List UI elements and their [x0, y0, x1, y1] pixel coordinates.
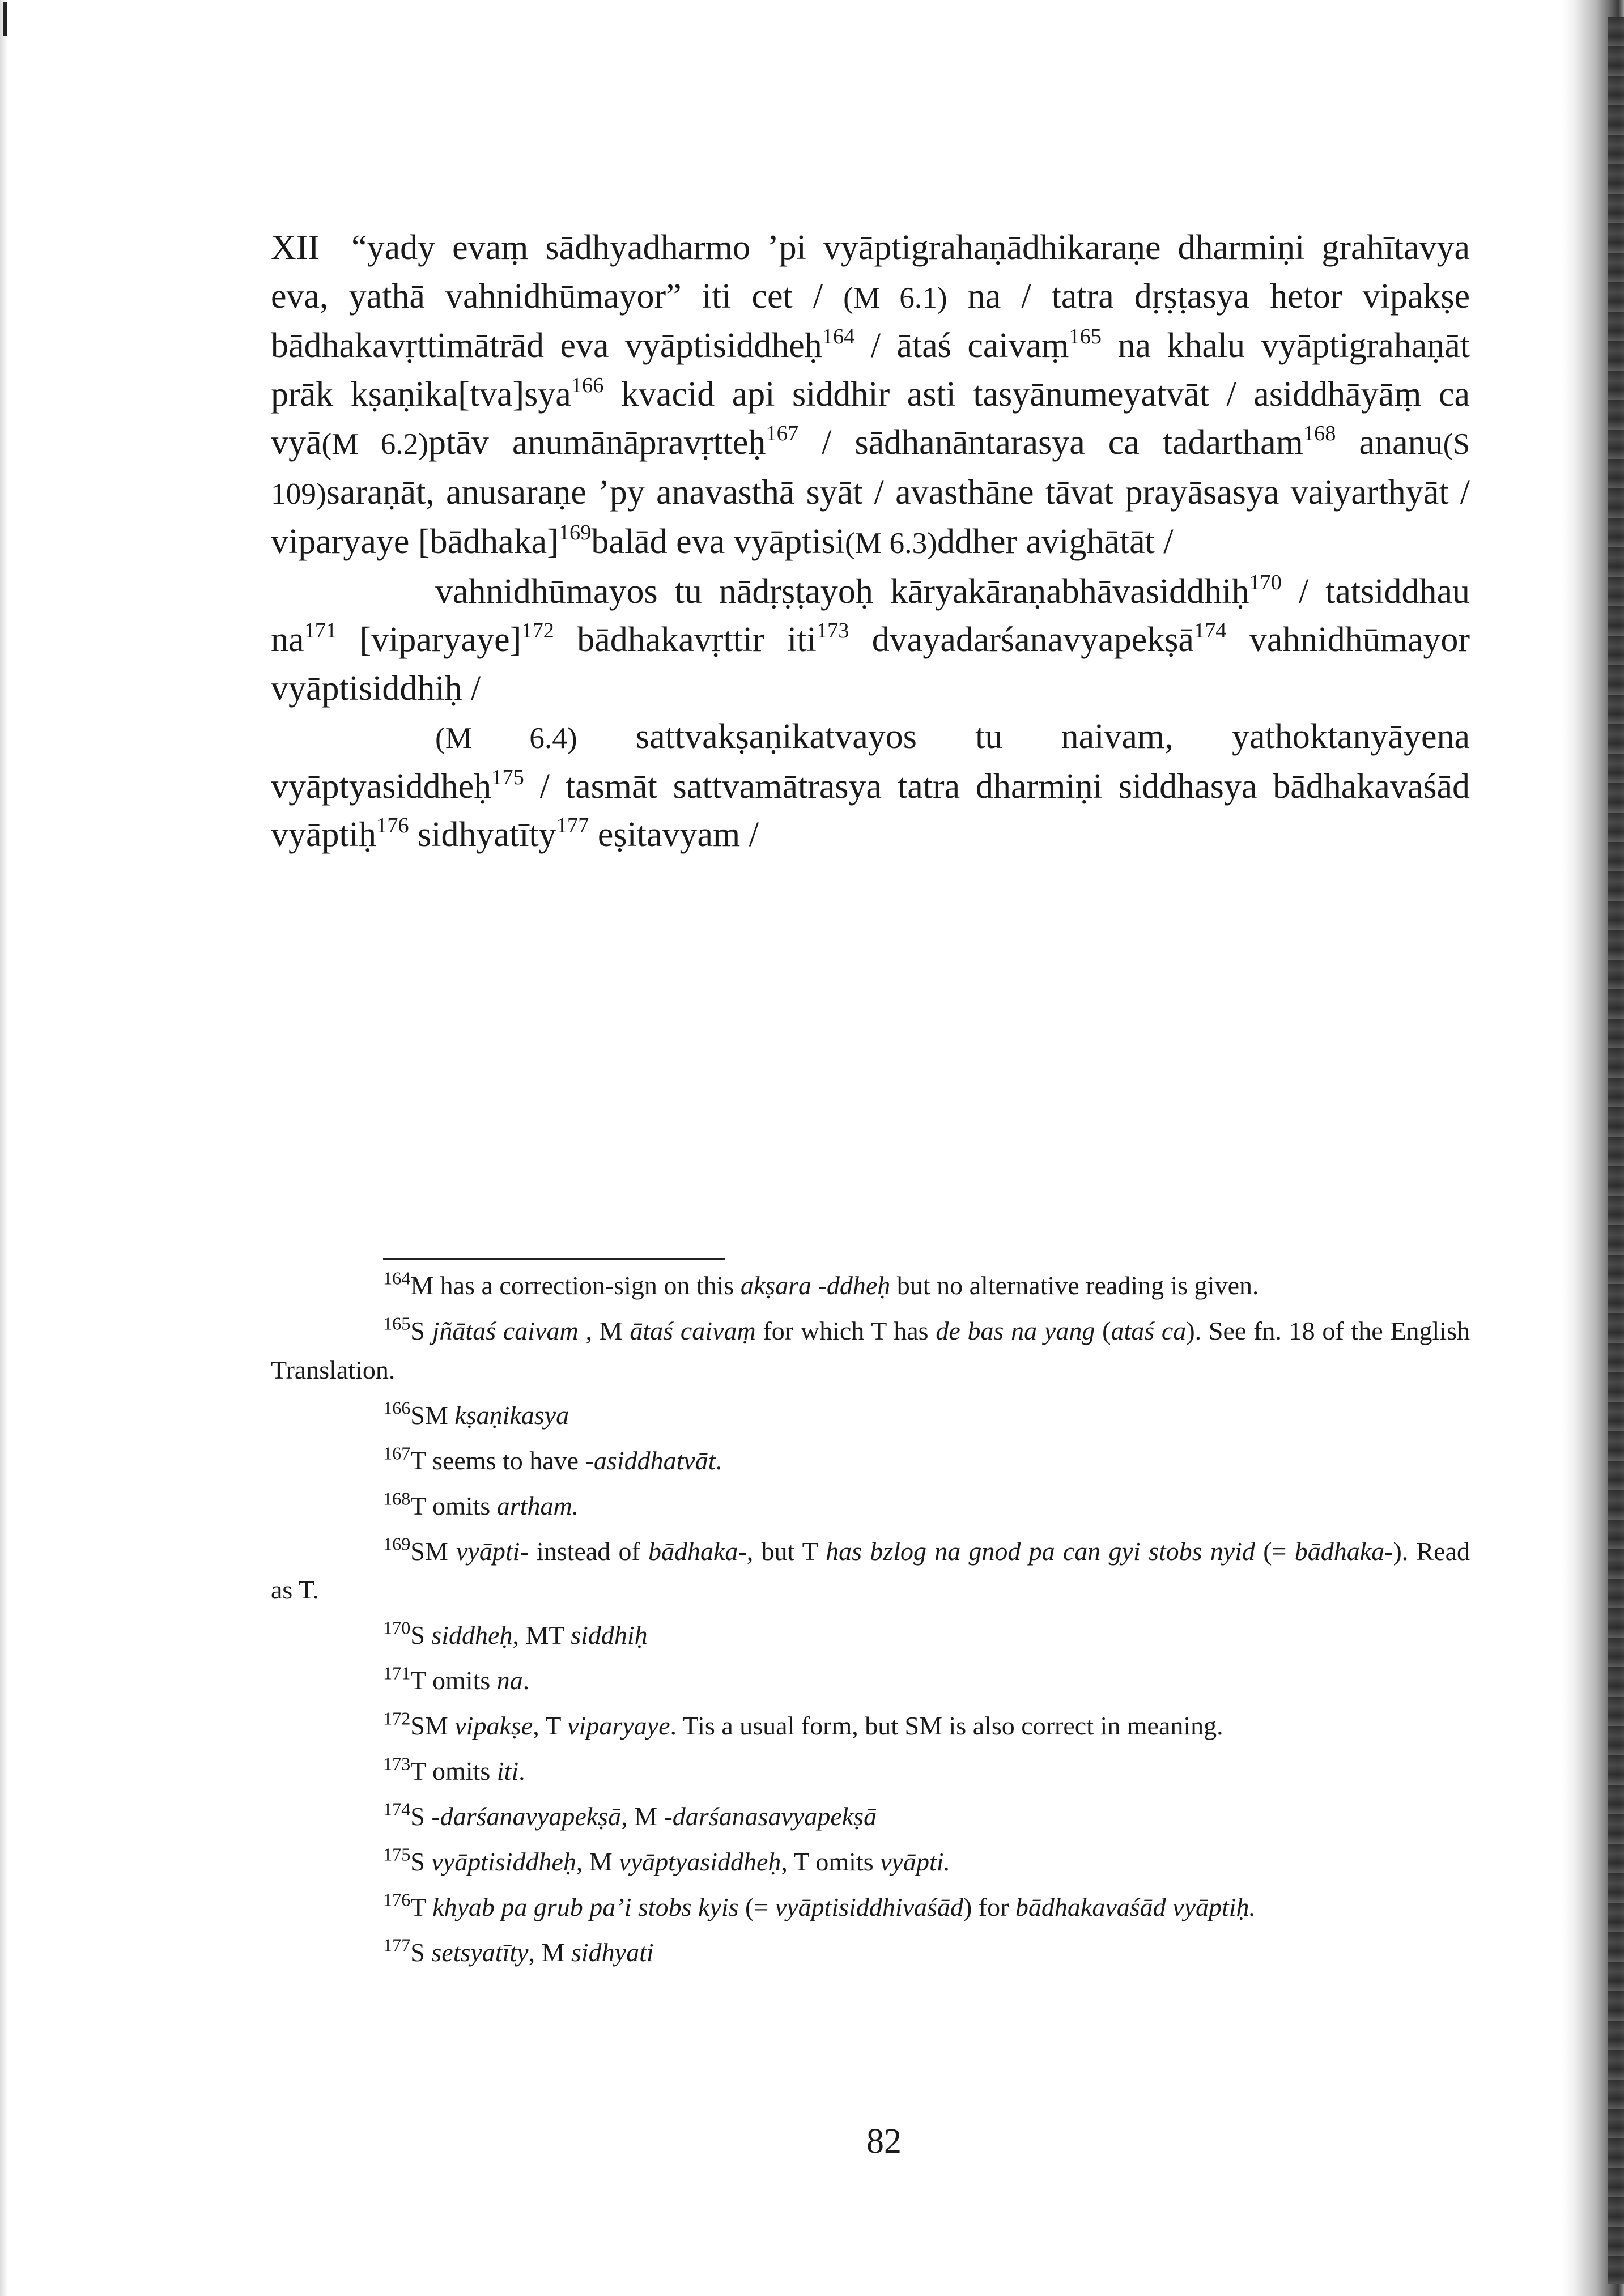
- footnote-166: [271, 1396, 1470, 1435]
- footnote-number: 170: [383, 1617, 411, 1638]
- footnote-text: .: [518, 1757, 525, 1785]
- main-text: [271, 224, 1470, 860]
- footnote-text: T omits: [410, 1491, 497, 1520]
- footnote-ref-172: 172: [521, 619, 554, 643]
- footnote-ref-168: 168: [1303, 422, 1336, 446]
- footnote-number: 169: [383, 1533, 411, 1554]
- footnote-italic-text: vyāpti-: [456, 1536, 529, 1566]
- footnote-italic-text: siddhiḥ: [571, 1621, 648, 1649]
- footnote-text: , M: [576, 1847, 619, 1876]
- footnote-italic-text: kṣaṇikasya: [454, 1400, 569, 1430]
- footnote-text: . Tis a usual form, but SM is also correct in meaning.: [670, 1711, 1223, 1740]
- footnote-number: 173: [383, 1753, 411, 1774]
- footnote-text: , T: [533, 1711, 568, 1740]
- footnote-ref-176: 176: [376, 814, 409, 838]
- footnote-italic-text: ātaś caivaṃ: [630, 1316, 756, 1345]
- footnote-text: T omits: [410, 1666, 497, 1695]
- footnote-number: 176: [383, 1889, 411, 1910]
- footnote-text: M has a correction-sign on this: [410, 1271, 741, 1300]
- footnote-168: [271, 1487, 1470, 1526]
- footnote-text: for which T has: [755, 1316, 936, 1345]
- footnote-text: instead of: [528, 1536, 649, 1566]
- footnote-separator: [383, 1258, 725, 1260]
- page-number: 82: [866, 2122, 902, 2161]
- footnote-text: , M: [528, 1938, 571, 1967]
- footnote-164: [271, 1266, 1470, 1306]
- footnote-ref-167: 167: [766, 422, 799, 446]
- footnote-italic-text: viparyaye: [567, 1711, 670, 1740]
- footnote-171: [271, 1661, 1470, 1700]
- footnote-italic-text: bādhaka-: [1294, 1536, 1393, 1566]
- footnote-ref-165: 165: [1069, 325, 1102, 349]
- footnote-text: (=: [738, 1893, 775, 1921]
- footnote-number: 164: [383, 1268, 411, 1289]
- footnote-167: [271, 1442, 1470, 1481]
- footnote-number: 172: [383, 1708, 411, 1729]
- footnote-text: T: [410, 1893, 433, 1921]
- manuscript-ref: (M 6.1): [843, 280, 947, 314]
- footnote-175: [271, 1843, 1470, 1882]
- manuscript-ref: (S 109): [271, 427, 1470, 511]
- footnote-173: [271, 1752, 1470, 1791]
- footnote-italic-text: -asiddhatvāt: [585, 1445, 716, 1475]
- footnote-italic-text: -darśanasavyapekṣā: [664, 1802, 877, 1831]
- footnote-italic-text: bādhakavaśād vyāptiḥ.: [1015, 1893, 1256, 1921]
- footnote-text: ). Read as T.: [271, 1536, 1470, 1604]
- footnote-italic-text: na: [496, 1666, 523, 1695]
- footnote-ref-175: 175: [491, 765, 524, 789]
- footnote-italic-text: ataś ca: [1111, 1316, 1187, 1345]
- footnote-text: S: [410, 1316, 432, 1345]
- footnote-ref-170: 170: [1249, 570, 1282, 594]
- footnote-text: (=: [1255, 1536, 1295, 1566]
- footnote-text: , M: [578, 1316, 630, 1345]
- footnote-italic-text: akṣara -ddheḥ: [740, 1271, 891, 1300]
- footnote-text: S: [410, 1802, 432, 1831]
- footnote-italic-text: iti: [496, 1757, 519, 1785]
- footnote-number: 175: [383, 1844, 411, 1865]
- footnote-text: ) for: [963, 1893, 1015, 1921]
- scan-corner-mark: [3, 2, 7, 36]
- footnote-italic-text: bādhaka-: [648, 1536, 747, 1566]
- footnote-italic-text: setsyatīty: [431, 1938, 529, 1967]
- footnote-italic-text: de bas na yang: [936, 1316, 1095, 1345]
- footnote-text: , MT: [512, 1621, 571, 1649]
- footnote-text: S: [410, 1847, 432, 1876]
- footnote-italic-text: vipakṣe: [454, 1711, 533, 1740]
- footnote-italic-text: jñātaś caivam: [432, 1316, 579, 1345]
- footnote-170: [271, 1616, 1470, 1655]
- footnote-172: [271, 1707, 1470, 1746]
- footnote-174: [271, 1797, 1470, 1836]
- footnote-text: S: [410, 1621, 432, 1649]
- footnote-text: SM: [410, 1400, 455, 1430]
- footnote-number: 171: [383, 1663, 411, 1683]
- footnote-italic-text: siddheḥ: [431, 1621, 513, 1649]
- footnote-number: 177: [383, 1934, 411, 1955]
- manuscript-ref: (M 6.4): [435, 721, 577, 755]
- footnote-text: T seems to have: [410, 1445, 585, 1475]
- footnote-177: [271, 1933, 1470, 1972]
- footnote-text: S: [410, 1938, 432, 1967]
- footnote-ref-164: 164: [822, 325, 855, 349]
- footnote-ref-171: 171: [304, 619, 337, 643]
- footnote-number: 166: [383, 1397, 411, 1418]
- footnote-italic-text: vyāpti.: [880, 1847, 951, 1876]
- footnote-italic-text: vyāptyasiddheḥ: [619, 1847, 781, 1876]
- footnote-ref-166: 166: [571, 373, 604, 397]
- footnote-169: [271, 1532, 1470, 1610]
- footnote-165: [271, 1312, 1470, 1389]
- footnote-italic-text: sidhyati: [571, 1938, 654, 1967]
- scan-binding-shadow: [1608, 17, 1624, 2284]
- paragraph-2: vahnidhūmayos tu nādṛṣṭayoḥ kāryakāraṇabhāvasiddhiḥ$^{170}$ / tatsiddhau $na^{171}$ [viparyaye]$^{172}$ bādhakavṛttir iti$^{173}$ dvayadarśanavyapekṣā$^{174}$ vahnidhūmayor vyāptisiddhiḥ /: [271, 570, 1470, 708]
- footnote-text: ). See fn. 18 of the English Translation.: [271, 1316, 1470, 1384]
- footnote-text: but no alternative reading is given.: [890, 1271, 1259, 1300]
- footnote-ref-177: 177: [556, 814, 589, 838]
- footnote-number: 174: [383, 1798, 411, 1819]
- footnote-text: .: [522, 1666, 530, 1695]
- paragraph-xii: XII “yady evaṃ sādhyadharmo ’pi vyāptigrahaṇādhikaraṇe dharmiṇi grahītavya eva, yathā vahnidhūmayor” iti cet / (M 6.1) na / tatra dṛṣṭasya hetor vipakṣe bādhakavṛttimātrād eva vyāptisiddheḥ$^{164}$ / ātaś caivaṃ$^{165}$ na khalu vyāptigrahaṇāt prāk kṣaṇika[tva]sya$^{166}$ kvacid api siddhir asti tasyānumeyatvāt / asiddhāyāṃ ca vyā(M 6.2)ptāv anumānāpravṛtteḥ$^{167}$ / sādhanāntarasya ca tadartham$^{168}$ ananu(S 109)saraṇāt, anusaraṇe ’py anavasthā syāt / avasthāne tāvat prayāsasya vaiyarthyāt / viparyaye [bādhaka]$^{169}$balād eva vyāptisi(M 6.3)ddher avighātāt /: [271, 228, 1470, 561]
- footnote-number: 165: [383, 1313, 411, 1334]
- footnote-number: 168: [383, 1487, 411, 1508]
- footnote-italic-text: khyab pa grub pa’i stobs kyis: [432, 1893, 739, 1921]
- footnote-text: , T omits: [781, 1847, 881, 1876]
- footnote-italic-text: vyāptisiddhivaśād: [775, 1893, 963, 1921]
- footnote-176: [271, 1888, 1470, 1927]
- footnote-text: , M: [621, 1802, 664, 1831]
- footnote-text: (: [1095, 1316, 1111, 1345]
- section-marker: XII: [271, 228, 320, 267]
- footnote-text: SM: [410, 1536, 456, 1566]
- footnote-italic-text: has bzlog na gnod pa can gyi stobs nyid: [826, 1536, 1255, 1566]
- footnote-text: T omits: [410, 1757, 497, 1785]
- footnote-ref-169: 169: [558, 521, 592, 545]
- paragraph-3: (M 6.4) sattvakṣaṇikatvayos tu naivam, yathoktanyāyena vyāptyasiddheḥ$^{175}$ / tasmāt sattvamātrasya tatra dharmiṇi siddhasya bādhakavaśād vyāptiḥ$^{176}$ sidhyatīty$^{177}$ eṣitavyam /: [271, 717, 1470, 854]
- manuscript-ref: (M 6.3): [845, 526, 937, 560]
- footnote-ref-174: 174: [1193, 619, 1227, 643]
- manuscript-ref: (M 6.2): [321, 427, 429, 461]
- footnotes: [271, 1266, 1470, 1979]
- footnote-italic-text: vyāptisiddheḥ: [431, 1847, 576, 1876]
- footnote-italic-text: artham.: [496, 1491, 579, 1520]
- footnote-text: SM: [410, 1711, 455, 1740]
- scan-left-edge: [0, 0, 8, 2296]
- footnote-text: , but T: [746, 1536, 826, 1566]
- footnote-text: .: [715, 1445, 722, 1475]
- footnote-italic-text: -darśanavyapekṣā: [431, 1802, 622, 1831]
- footnote-ref-173: 173: [816, 619, 849, 643]
- footnote-number: 167: [383, 1442, 411, 1463]
